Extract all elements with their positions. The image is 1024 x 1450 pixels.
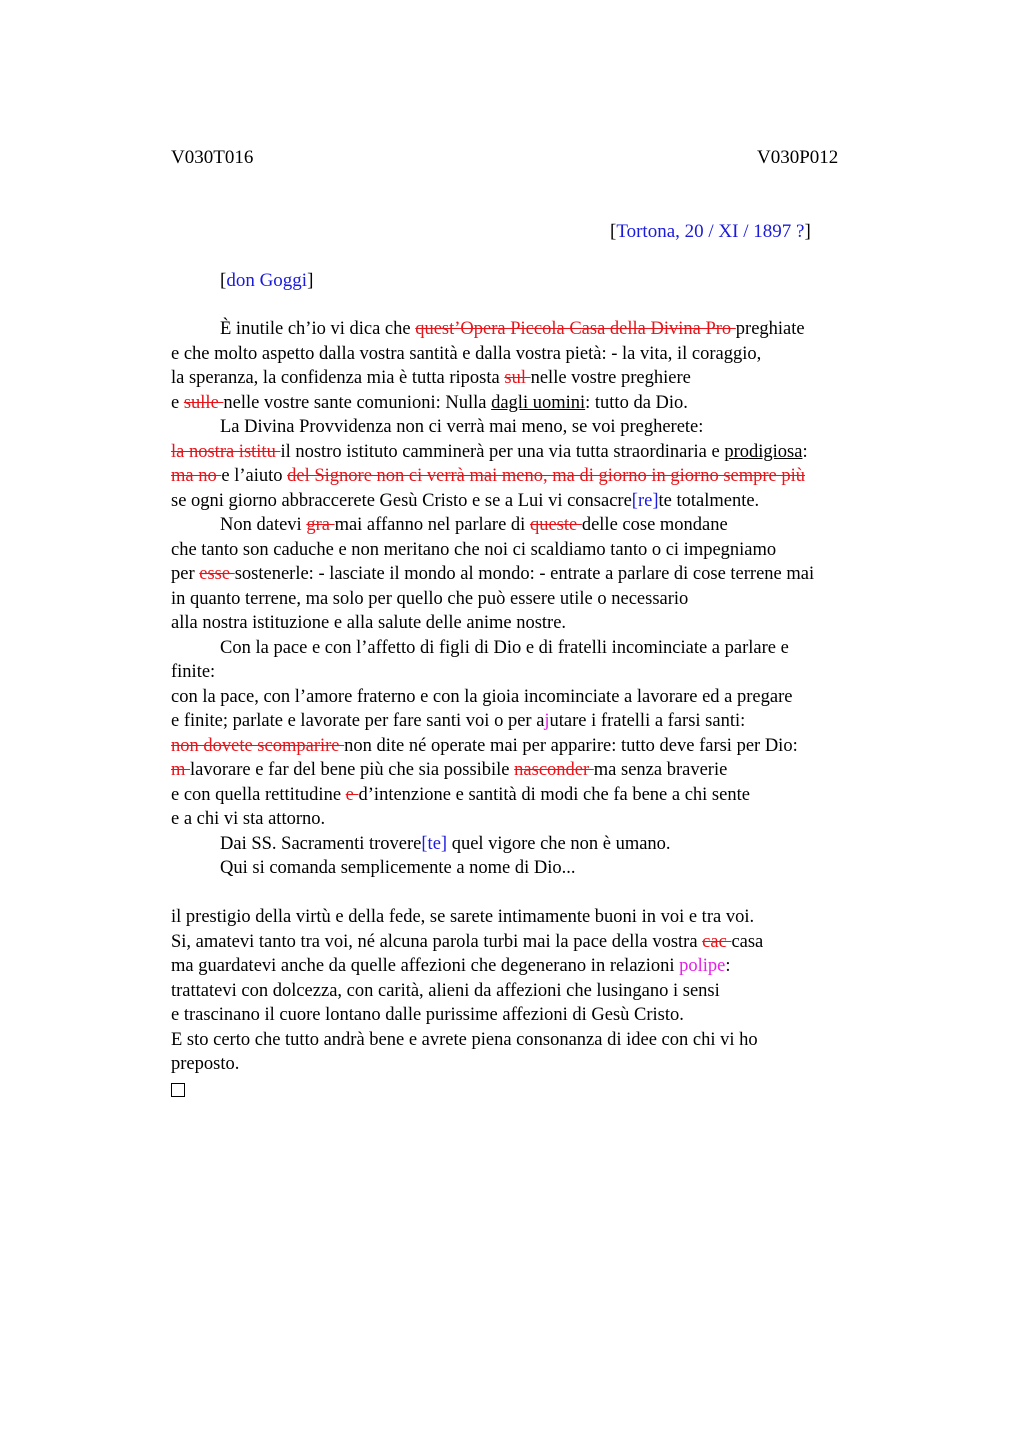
- deletion: quest’Opera Piccola Casa della Divina Pro: [415, 319, 736, 339]
- text-line: la nostra istitu il nostro istituto camminerà per una via tutta straordinaria e prodigiosa:: [171, 441, 808, 462]
- deletion: m: [171, 760, 191, 780]
- text-line: E sto certo che tutto andrà bene e avrete piena consonanza di idee con chi vi ho: [171, 1029, 758, 1050]
- underlined-text: dagli uomini: [491, 392, 586, 413]
- text-line: Con la pace e con l’affetto di figli di Dio e di fratelli incominciate a parlare e: [220, 637, 789, 658]
- text-line: finite:: [171, 662, 216, 682]
- text-line: per esse sostenerle: - lasciate il mondo al mondo: - entrate a parlare di cose terrene mai: [171, 564, 815, 584]
- underlined-text: prodigiosa: [724, 441, 803, 462]
- paragraph-gap: [171, 881, 931, 906]
- text-line: Non datevi gra mai affanno nel parlare di queste delle cose mondane: [220, 515, 728, 535]
- text-line: e a chi vi sta attorno.: [171, 809, 326, 829]
- text-line: con la pace, con l’amore fraterno e con la gioia incominciate a lavorare ed a pregare: [171, 686, 793, 707]
- deletion: esse: [199, 564, 235, 584]
- correction: polipe: [679, 956, 726, 976]
- correction: j: [544, 711, 550, 731]
- deletion: non dovete scomparire: [171, 735, 345, 756]
- text-line: La Divina Provvidenza non ci verrà mai meno, se voi pregherete:: [220, 417, 704, 437]
- text-line: alla nostra istituzione e alla salute delle anime nostre.: [171, 613, 567, 633]
- editorial-insert: [re]: [631, 490, 659, 511]
- end-square-icon: [171, 1083, 185, 1097]
- text-line: e con quella rettitudine e d’intenzione e santità di modi che fa bene a chi sente: [171, 784, 750, 805]
- text-line: trattatevi con dolcezza, con carità, alieni da affezioni che lusingano i sensi: [171, 980, 720, 1001]
- text-line: non dovete scomparire non dite né operate mai per apparire: tutto deve farsi per Dio:: [171, 735, 798, 756]
- deletion: la nostra istitu: [171, 441, 281, 462]
- text-line: Dai SS. Sacramenti trovere[te] quel vigore che non è umano.: [220, 833, 671, 854]
- recipient: [don Goggi]: [220, 270, 314, 291]
- text-line: il prestigio della virtù e della fede, se sarete intimamente buoni in voi e tra voi.: [171, 907, 755, 927]
- deletion: sulle: [183, 392, 224, 413]
- deletion: gra: [306, 515, 335, 535]
- text-line: preposto.: [171, 1054, 240, 1074]
- text-line: che tanto son caduche e non meritano che noi ci scaldiamo tanto o ci impegniamo: [171, 539, 777, 560]
- editorial-insert: [te]: [421, 833, 448, 854]
- text-line: e che molto aspetto dalla vostra santità e dalla vostra pietà: - la vita, il coraggio,: [171, 343, 762, 364]
- text-line: È inutile ch’io vi dica che quest’Opera Piccola Casa della Divina Pro preghiate: [220, 319, 805, 339]
- deletion: cac: [702, 931, 732, 952]
- text-line: e trascinano il cuore lontano dalle purissime affezioni di Gesù Cristo.: [171, 1005, 684, 1025]
- header-left-code: V030T016: [171, 147, 254, 168]
- text-line: in quanto terrene, ma solo per quello che può essere utile o necessario: [171, 588, 689, 609]
- text-line: ma guardatevi anche da quelle affezioni che degenerano in relazioni polipe:: [171, 956, 731, 976]
- end-marker: [171, 1077, 931, 1102]
- dateline: [Tortona, 20 / XI / 1897 ?]: [610, 221, 811, 242]
- text-line: e finite; parlate e lavorate per fare santi voi o per ajutare i fratelli a farsi santi:: [171, 711, 746, 731]
- deletion: e: [345, 784, 359, 805]
- recipient-name: don Goggi: [226, 270, 308, 291]
- text-line: m lavorare e far del bene più che sia possibile nasconder ma senza braverie: [171, 760, 728, 780]
- deletion: nasconder: [514, 760, 594, 780]
- text-line: ma no e l’aiuto del Signore non ci verrà mai meno, ma di giorno in giorno sempre più: [171, 466, 806, 486]
- deletion: del Signore non ci verrà mai meno, ma di giorno in giorno sempre più: [287, 466, 806, 486]
- text-line: la speranza, la confidenza mia è tutta riposta sul nelle vostre preghiere: [171, 368, 691, 388]
- letter-body: [171, 317, 931, 1101]
- deletion: ma no: [171, 466, 222, 486]
- dateline-text: Tortona, 20 / XI / 1897 ?: [616, 221, 805, 242]
- deletion: sul: [504, 368, 531, 388]
- text-line: e sulle nelle vostre sante comunioni: Nulla dagli uomini: tutto da Dio.: [171, 392, 688, 413]
- text-line: Qui si comanda semplicemente a nome di Dio...: [220, 858, 576, 878]
- deletion: queste: [529, 515, 582, 535]
- header-right-code: V030P012: [757, 147, 839, 168]
- text-line: Si, amatevi tanto tra voi, né alcuna parola turbi mai la pace della vostra cac casa: [171, 931, 764, 952]
- text-line: se ogni giorno abbraccerete Gesù Cristo e se a Lui vi consacre[re]te totalmente.: [171, 490, 760, 511]
